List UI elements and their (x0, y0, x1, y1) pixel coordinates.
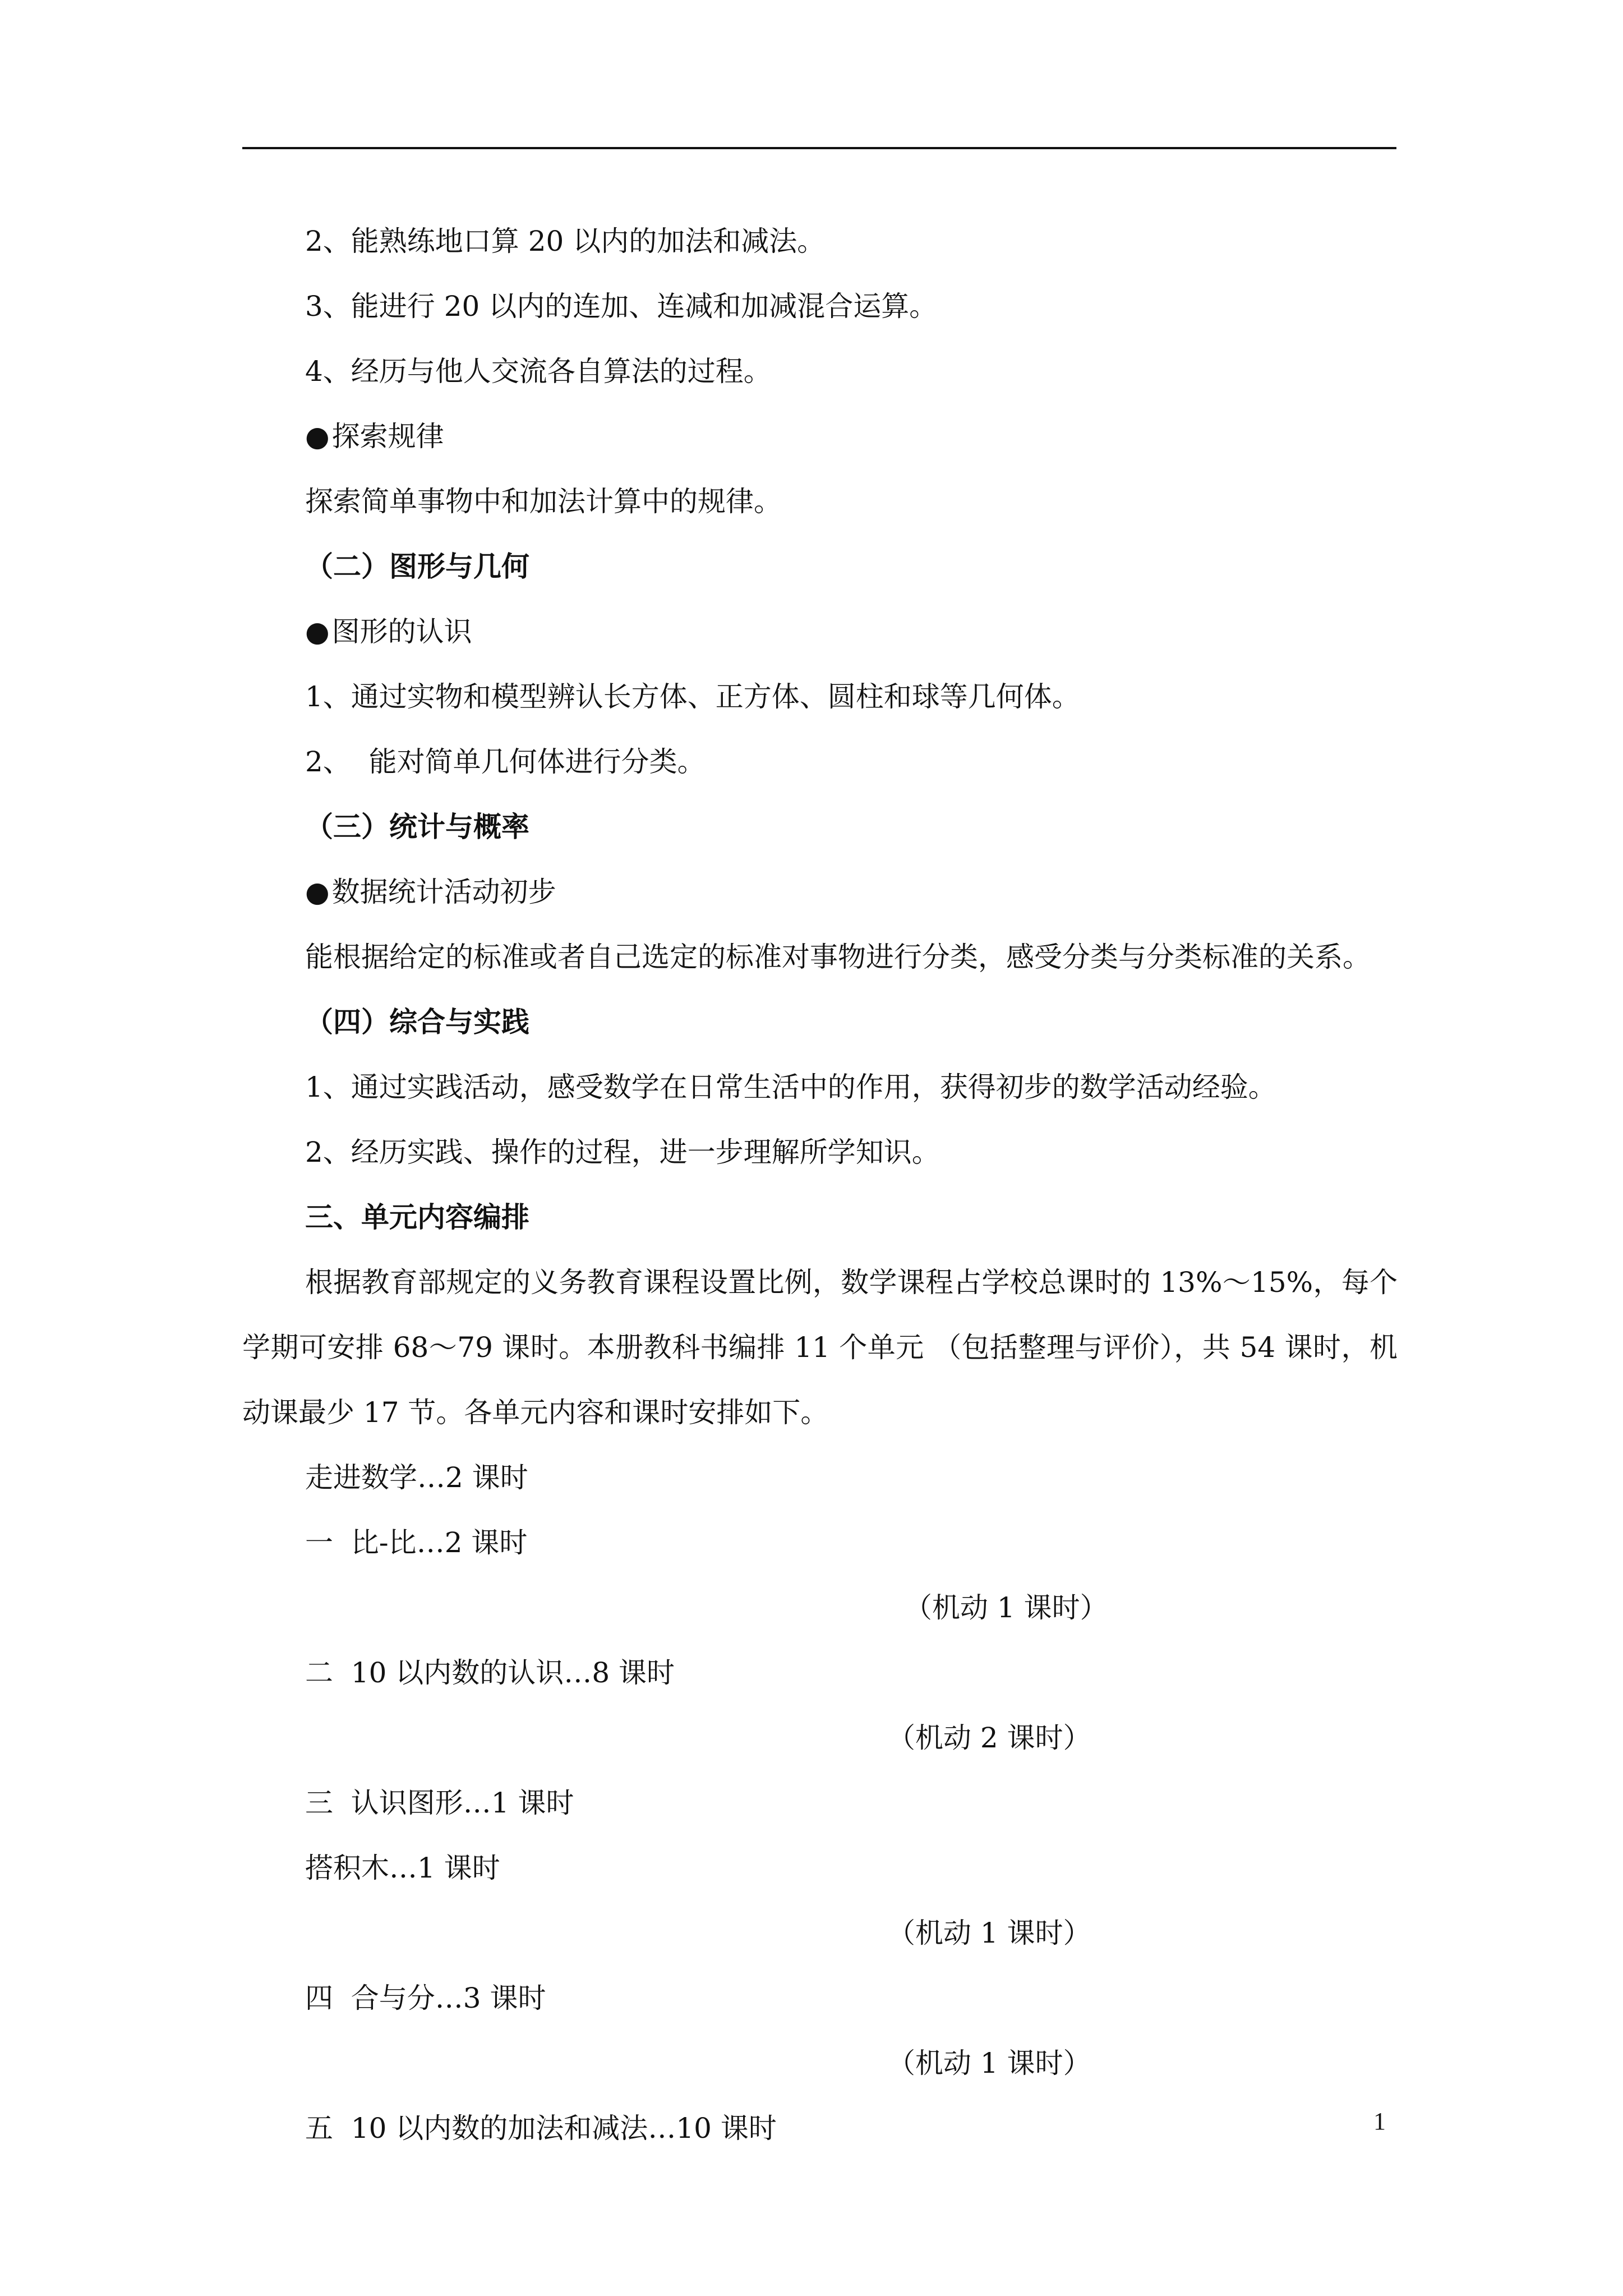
schedule-leader-dots: … (435, 1982, 463, 2014)
section-heading-statistics: （三）统计与概率 (305, 810, 529, 843)
schedule-title: 二 10 以内数的认识 (305, 1657, 564, 1689)
schedule-row (242, 1445, 1398, 1510)
body-text: 能根据给定的标准或者自己选定的标准对事物进行分类，感受分类与分类标准的关系。 (305, 941, 1371, 973)
schedule-title: 五 10 以内数的加法和减法 (305, 2112, 648, 2145)
schedule-leader-dots: … (564, 1657, 592, 1689)
schedule-leader-dots: … (463, 1787, 491, 1819)
list-item: 1、通过实物和模型辨认长方体、正方体、圆柱和球等几何体。 (305, 680, 1080, 713)
schedule-row (242, 1770, 1398, 1835)
schedule-hours: 3 课时 (463, 1982, 546, 2014)
schedule-title: 三 认识图形 (305, 1787, 463, 1819)
schedule-row (242, 1640, 1398, 1705)
bullet-heading-geometry (242, 599, 1398, 664)
bullet-heading-statistics (242, 859, 1398, 924)
list-item: 2、经历实践、操作的过程，进一步理解所学知识。 (305, 1136, 940, 1168)
schedule-leader-dots: … (648, 2112, 676, 2145)
schedule-hours: 10 课时 (676, 2112, 777, 2145)
bullet-heading-label: 数据统计活动初步 (331, 876, 556, 908)
schedule-row (242, 1510, 1398, 1575)
bullet-heading-explore (242, 404, 1398, 469)
schedule-note: （机动 1 课时） (904, 1591, 1108, 1624)
bullet-icon: ● (305, 420, 330, 453)
schedule-hours: 2 课时 (444, 1526, 528, 1559)
list-item: 3、能进行 20 以内的连加、连减和加减混合运算。 (305, 290, 938, 323)
schedule-title: 走进数学 (305, 1461, 417, 1494)
bullet-heading-label: 探索规律 (331, 420, 444, 453)
section-heading-units: 三、单元内容编排 (305, 1200, 529, 1234)
schedule-row (242, 1835, 1398, 1901)
schedule-leader-dots: … (416, 1526, 445, 1559)
bullet-icon: ● (305, 615, 330, 648)
schedule-title: 搭积木 (305, 1852, 389, 1884)
section-heading-geometry: （二）图形与几何 (305, 550, 529, 583)
schedule-hours: 1 课时 (491, 1787, 574, 1819)
schedule-row (242, 1966, 1398, 2031)
list-item: 4、经历与他人交流各自算法的过程。 (305, 355, 772, 388)
schedule-hours: 2 课时 (445, 1461, 528, 1494)
header-rule (242, 147, 1396, 149)
schedule-hours: 1 课时 (417, 1852, 500, 1884)
list-item: 2、能熟练地口算 20 以内的加法和减法。 (305, 225, 826, 257)
body-paragraph: 根据教育部规定的义务教育课程设置比例，数学课程占学校总课时的 13%～15%，每个学期可安排 68～79 课时。本册教科书编排 11 个单元 （包括整理与评价），共 54 课时，机动课最少 17 节。各单元内容和课时安排如下。 (242, 1266, 1398, 1429)
schedule-leader-dots: … (417, 1461, 445, 1494)
list-item: 2、 能对简单几何体进行分类。 (305, 746, 706, 778)
schedule-leader-dots: … (389, 1852, 417, 1884)
schedule-title: 四 合与分 (305, 1982, 435, 2014)
schedule-note: （机动 1 课时） (887, 1917, 1091, 1949)
bullet-heading-label: 图形的认识 (331, 615, 472, 648)
list-item: 1、通过实践活动，感受数学在日常生活中的作用，获得初步的数学活动经验。 (305, 1071, 1276, 1103)
schedule-list (242, 1445, 1398, 2161)
schedule-note: （机动 1 课时） (887, 2047, 1091, 2079)
bullet-icon: ● (305, 876, 330, 908)
document-body (242, 209, 1398, 2161)
section-heading-practice: （四）综合与实践 (305, 1005, 529, 1038)
body-text: 探索简单事物中和加法计算中的规律。 (305, 485, 782, 518)
schedule-hours: 8 课时 (592, 1657, 675, 1689)
schedule-row (242, 2096, 1398, 2161)
schedule-note: （机动 2 课时） (887, 1722, 1091, 1754)
schedule-title: 一 比-比 (305, 1526, 417, 1559)
page-number: 1 (1373, 2108, 1386, 2135)
